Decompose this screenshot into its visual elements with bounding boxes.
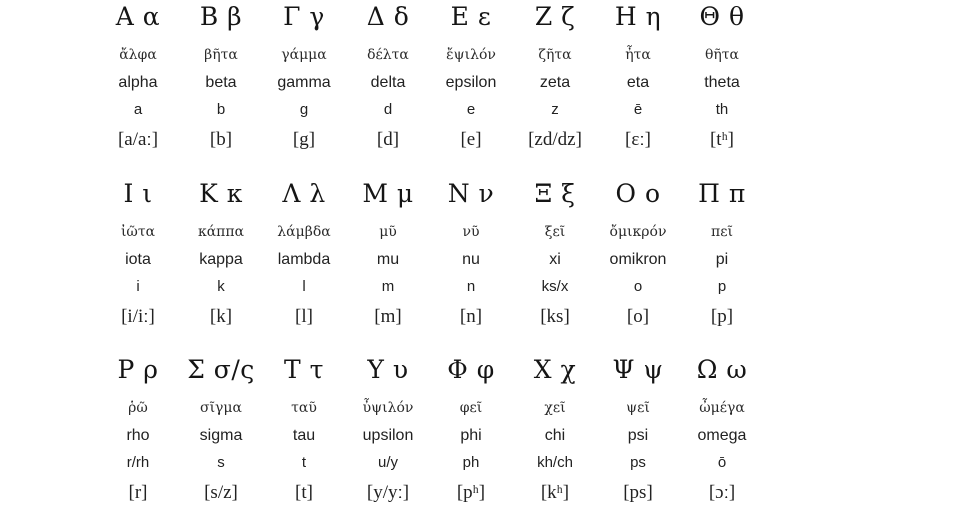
greek-name: θῆτα [704, 47, 739, 63]
letter-glyph: Σ σ/ς [187, 355, 255, 384]
english-name: kappa [199, 251, 243, 268]
transliteration: g [299, 101, 309, 118]
transliteration: d [383, 101, 393, 118]
greek-name: ὦμέγα [699, 400, 745, 416]
ipa-pronunciation: [zd/dz] [528, 129, 582, 150]
greek-name: κάππα [197, 224, 245, 240]
ipa-pronunciation: [k] [209, 306, 233, 327]
transliteration: r/rh [126, 454, 150, 471]
english-name: nu [462, 251, 480, 268]
ipa-pronunciation: [kʰ] [540, 482, 570, 503]
transliteration: kh/ch [537, 454, 573, 471]
letter-glyph: Τ τ [284, 355, 324, 384]
transliteration: b [216, 101, 226, 118]
ipa-pronunciation: [o] [626, 306, 650, 327]
transliteration: n [466, 278, 476, 295]
transliteration: ps [630, 454, 646, 471]
english-name: delta [370, 74, 406, 91]
greek-name: βῆτα [204, 47, 238, 63]
english-name: iota [125, 251, 151, 268]
english-name: theta [704, 74, 740, 91]
english-name: epsilon [445, 74, 497, 91]
ipa-pronunciation: [l] [295, 306, 313, 327]
ipa-pronunciation: [d] [376, 129, 400, 150]
letter-glyph: Α α [115, 2, 161, 31]
transliteration: s [217, 454, 225, 471]
greek-name: ἦτα [625, 47, 651, 63]
letter-glyph: Ε ε [450, 2, 492, 31]
greek-name: ὖψιλόν [362, 400, 414, 416]
greek-name: ἄλφα [119, 47, 157, 63]
english-name: sigma [199, 427, 243, 444]
english-name: beta [205, 74, 237, 91]
greek-name: ἔψιλόν [446, 47, 496, 63]
ipa-pronunciation: [s/z] [204, 482, 238, 503]
transliteration: ph [462, 454, 480, 471]
ipa-pronunciation: [p] [710, 306, 734, 327]
ipa-pronunciation: [ɛː] [625, 129, 651, 150]
transliteration: ks/x [541, 278, 569, 295]
letter-glyph: Η η [614, 2, 662, 31]
ipa-pronunciation: [ps] [623, 482, 653, 503]
letter-glyph: Γ γ [283, 2, 325, 31]
ipa-pronunciation: [e] [460, 129, 482, 150]
transliteration: p [717, 278, 727, 295]
letter-cell [667, 177, 777, 337]
letter-cell [667, 353, 777, 513]
transliteration: a [133, 101, 143, 118]
english-name: phi [460, 427, 482, 444]
ipa-pronunciation: [i/iː] [121, 306, 155, 327]
english-name: lambda [277, 251, 331, 268]
ipa-pronunciation: [r] [128, 482, 148, 503]
transliteration: u/y [377, 454, 398, 471]
letter-glyph: Υ υ [367, 355, 409, 384]
transliteration: l [302, 278, 306, 295]
english-name: alpha [118, 74, 158, 91]
greek-name: μῦ [379, 224, 397, 240]
ipa-pronunciation: [g] [292, 129, 316, 150]
letter-glyph: Μ μ [362, 179, 414, 208]
english-name: omikron [609, 251, 667, 268]
greek-name: χεῖ [544, 400, 566, 416]
letter-glyph: Ζ ζ [534, 2, 576, 31]
transliteration: ō [717, 454, 727, 471]
transliteration: z [551, 101, 559, 118]
greek-name: ζῆτα [538, 47, 572, 63]
english-name: psi [627, 427, 649, 444]
letter-glyph: Ω ω [696, 355, 748, 384]
greek-name: ταῦ [291, 400, 317, 416]
letter-glyph: Κ κ [199, 179, 243, 208]
letter-glyph: Π π [698, 179, 746, 208]
ipa-pronunciation: [m] [374, 306, 402, 327]
letter-glyph: Φ φ [447, 355, 495, 384]
english-name: gamma [277, 74, 331, 91]
letter-glyph: Ι ι [123, 179, 153, 208]
greek-name: ἰῶτα [120, 224, 156, 240]
english-name: rho [126, 427, 150, 444]
greek-name: φεῖ [459, 400, 483, 416]
transliteration: th [715, 101, 729, 118]
letter-glyph: Θ θ [699, 2, 745, 31]
greek-name: λάμβδα [277, 224, 331, 240]
transliteration: o [633, 278, 643, 295]
ipa-pronunciation: [y/yː] [366, 482, 410, 503]
ipa-pronunciation: [b] [209, 129, 233, 150]
ipa-pronunciation: [pʰ] [456, 482, 486, 503]
letter-glyph: Χ χ [533, 355, 577, 384]
letter-glyph: Ψ ψ [612, 355, 664, 384]
english-name: eta [626, 74, 650, 91]
greek-name: δέλτα [367, 47, 409, 63]
english-name: xi [549, 251, 561, 268]
letter-glyph: Ο ο [615, 179, 661, 208]
english-name: omega [697, 427, 747, 444]
letter-glyph: Δ δ [366, 2, 410, 31]
transliteration: e [466, 101, 476, 118]
greek-name: σῖγμα [200, 400, 242, 416]
ipa-pronunciation: [n] [459, 306, 483, 327]
letter-glyph: Ν ν [447, 179, 495, 208]
ipa-pronunciation: [ks] [540, 306, 570, 327]
transliteration: i [136, 278, 140, 295]
ipa-pronunciation: [ɔː] [708, 482, 736, 503]
letter-glyph: Ρ ρ [117, 355, 159, 384]
ipa-pronunciation: [t] [295, 482, 313, 503]
greek-name: γάμμα [281, 47, 327, 63]
ipa-pronunciation: [a/aː] [117, 129, 159, 150]
greek-name: ξεῖ [544, 224, 566, 240]
english-name: tau [292, 427, 316, 444]
letter-cell [667, 0, 777, 160]
greek-name: πεῖ [711, 224, 733, 240]
letter-glyph: Β β [199, 2, 243, 31]
english-name: zeta [539, 74, 571, 91]
english-name: pi [715, 251, 729, 268]
transliteration: t [301, 454, 307, 471]
greek-name: νῦ [462, 224, 480, 240]
letter-glyph: Ξ ξ [534, 179, 576, 208]
greek-name: ῥῶ [128, 400, 148, 416]
greek-name: ὄμικρόν [609, 224, 667, 240]
transliteration: ē [633, 101, 643, 118]
english-name: chi [544, 427, 566, 444]
greek-name: ψεῖ [626, 400, 650, 416]
ipa-pronunciation: [tʰ] [709, 129, 735, 150]
letter-glyph: Λ λ [282, 179, 326, 208]
english-name: upsilon [362, 427, 414, 444]
english-name: mu [376, 251, 400, 268]
transliteration: m [381, 278, 395, 295]
transliteration: k [217, 278, 225, 295]
